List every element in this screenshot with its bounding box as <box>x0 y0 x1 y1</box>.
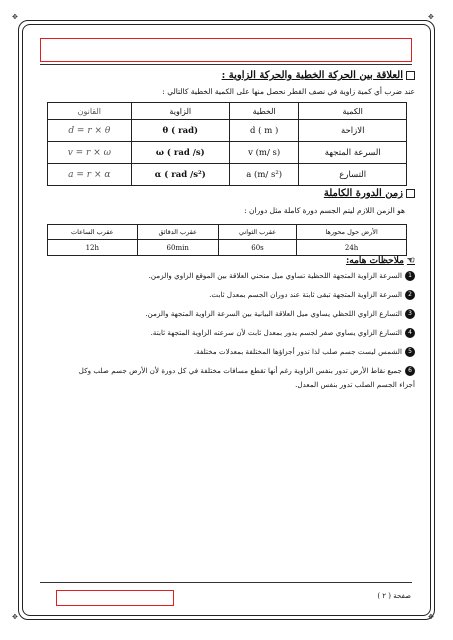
table-header-cell: الخطية <box>229 103 299 120</box>
table-header-cell: عقرب الدقائق <box>137 225 218 240</box>
number-badge-icon: 6 <box>405 366 415 376</box>
table-row <box>48 240 407 256</box>
checkbox-icon <box>406 71 415 80</box>
table-cell: 12h <box>48 240 138 256</box>
list-item: 5الشمس ليست جسم صلب لذا تدور أجزاؤها المختلفة بمعدلات مختلفة. <box>75 345 415 359</box>
footer-box <box>56 590 174 606</box>
table-row <box>48 164 407 186</box>
table-cell: 60s <box>218 240 296 256</box>
intro-text: عند ضرب أي كمية زاوية في نصف القطر نحصل منها على الكمية الخطية كالتالي : <box>162 87 415 96</box>
table-cell: v (m/ s) <box>229 142 299 164</box>
notes-list <box>75 269 415 397</box>
corner-ornament-icon: ✥ <box>428 613 434 621</box>
corner-ornament-icon: ✥ <box>12 13 18 21</box>
header-box <box>40 38 412 62</box>
table-cell: v = r × ω <box>48 142 132 164</box>
table-cell: ω ( rad /s) <box>131 142 229 164</box>
table-row <box>48 142 407 164</box>
footer-divider <box>40 582 412 583</box>
pointing-hand-icon: ☜ <box>406 256 415 266</box>
page-number: صفحة ( ٢ ) <box>377 592 411 600</box>
section-heading-period: زمن الدورة الكاملة <box>324 188 415 199</box>
table-cell: a = r × α <box>48 164 132 186</box>
table-cell: الازاحة <box>299 120 407 142</box>
corner-ornament-icon: ✥ <box>12 613 18 621</box>
linear-angular-table <box>47 102 407 186</box>
list-item: 1السرعة الزاوية المتجهة اللحظية تساوي ميل منحني العلاقة بين الموقع الزاوي والزمن. <box>75 269 415 283</box>
checkbox-icon <box>406 189 415 198</box>
list-item: 4التسارع الزاوي يساوي صفر لجسم يدور بمعدل ثابت لأن سرعته الزاوية المتجهة ثابتة. <box>75 326 415 340</box>
notes-heading: ☜ ملاحظات هامه: <box>345 256 415 266</box>
table-cell: a (m/ s²) <box>229 164 299 186</box>
table-header-cell: القانون <box>48 103 132 120</box>
table-cell: التسارع <box>299 164 407 186</box>
table-cell: d = r × θ <box>48 120 132 142</box>
table-header-row <box>48 225 407 240</box>
table-cell: 24h <box>297 240 407 256</box>
table-header-cell: الكمية <box>299 103 407 120</box>
table-cell: α ( rad /s²) <box>131 164 229 186</box>
number-badge-icon: 1 <box>405 271 415 281</box>
table-row <box>48 120 407 142</box>
list-item: 2السرعة الزاوية المتجهة تبقى ثابتة عند دوران الجسم بمعدل ثابت. <box>75 288 415 302</box>
table-cell: 60min <box>137 240 218 256</box>
period-definition: هو الزمن اللازم ليتم الجسم دورة كاملة مثل دوران : <box>244 206 405 215</box>
table-header-cell: الزاوية <box>131 103 229 120</box>
number-badge-icon: 4 <box>405 328 415 338</box>
list-item: 6جميع نقاط الأرض تدور بنفس الزاوية رغم أنها تقطع مسافات مختلفة في كل دورة لأن الأرض جسم صلب وكل أجزاء الجسم الصلب تدور بنفس المعدل. <box>78 366 415 389</box>
table-cell: d ( m ) <box>229 120 299 142</box>
table-cell: السرعة المتجهة <box>299 142 407 164</box>
list-item: 3التسارع الزاوي اللحظي يساوي ميل العلاقة البيانية بين السرعة الزاوية المتجهة والزمن. <box>75 307 415 321</box>
corner-ornament-icon: ✥ <box>428 13 434 21</box>
number-badge-icon: 3 <box>405 309 415 319</box>
table-cell: θ ( rad) <box>131 120 229 142</box>
table-header-cell: الأرض حول محورها <box>297 225 407 240</box>
table-header-row <box>48 103 407 120</box>
number-badge-icon: 5 <box>405 347 415 357</box>
header-divider <box>40 64 412 65</box>
table-header-cell: عقرب الساعات <box>48 225 138 240</box>
number-badge-icon: 2 <box>405 290 415 300</box>
period-table <box>47 224 407 256</box>
section-heading-relation: العلاقة بين الحركة الخطية والحركة الزاوية : <box>222 70 415 81</box>
table-header-cell: عقرب الثواني <box>218 225 296 240</box>
